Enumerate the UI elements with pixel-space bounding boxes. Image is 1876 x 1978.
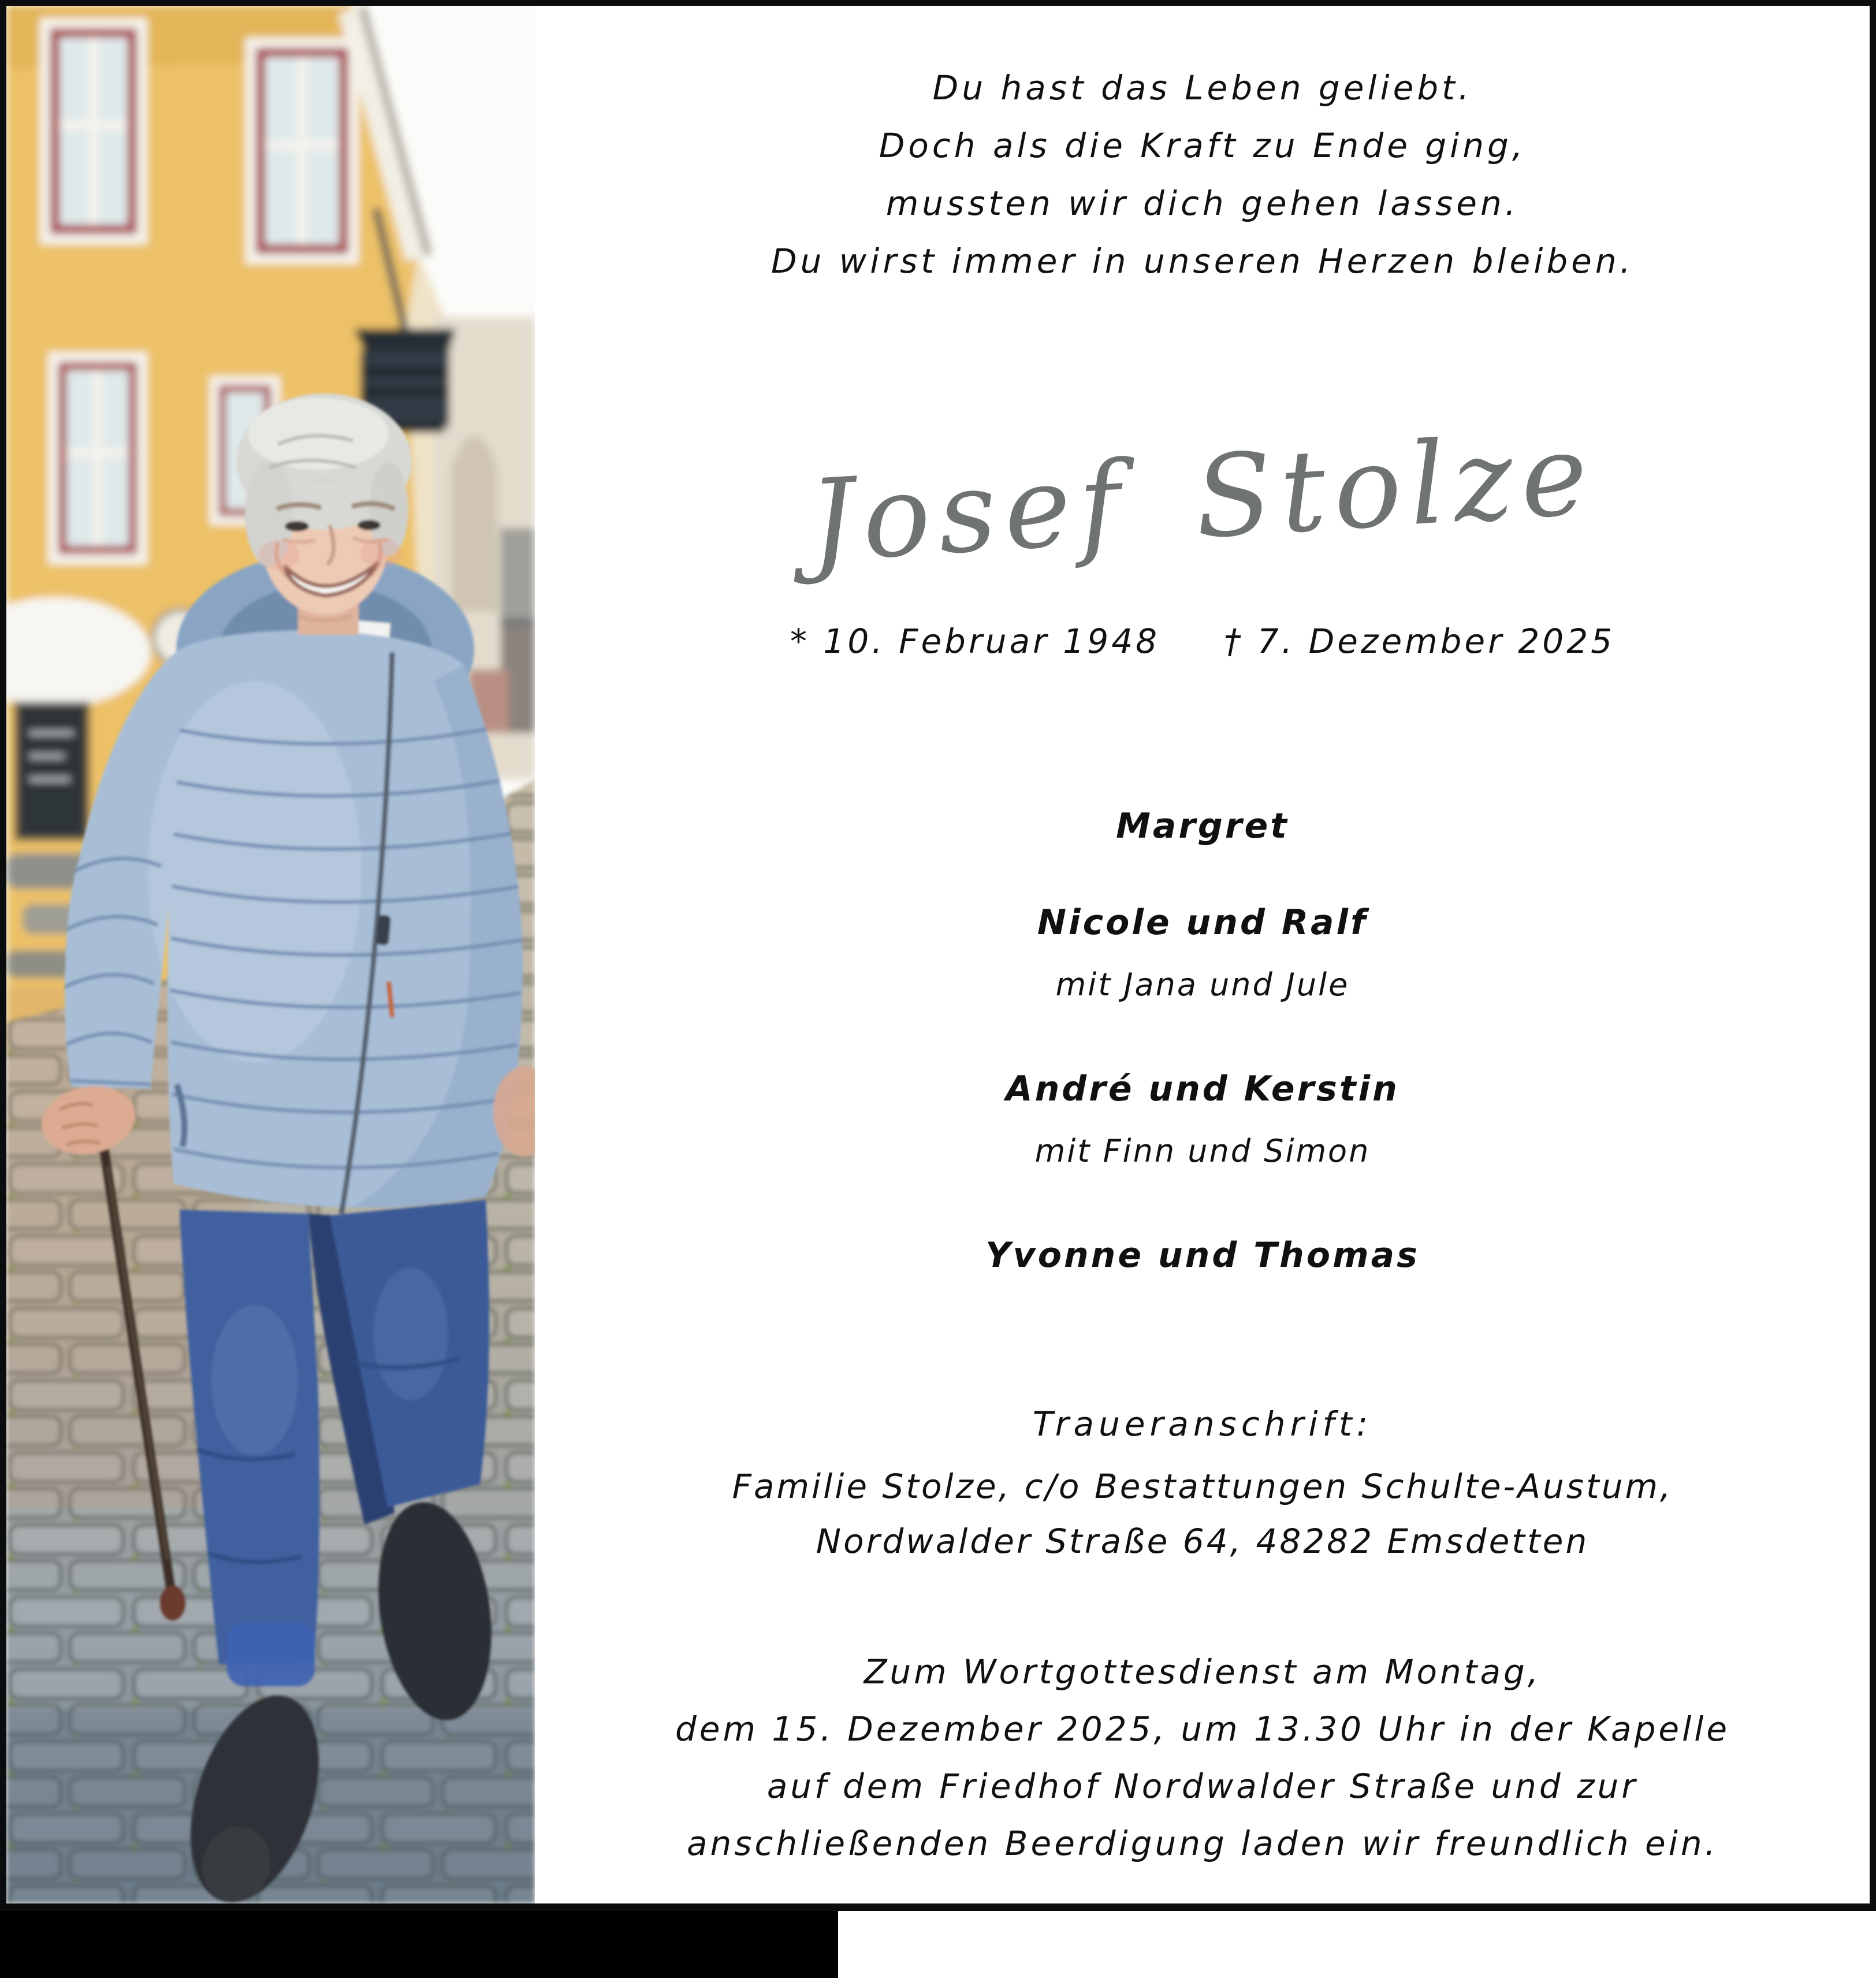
birth-date: * 10. Februar 1948 (790, 622, 1160, 661)
adjacent-clipping-black-block (0, 1911, 838, 1978)
window (245, 38, 359, 264)
mourner-name: André und Kerstin (1006, 1069, 1399, 1109)
zipper-pull (376, 914, 391, 946)
deceased-signature-name: Josef Stolze (805, 408, 1600, 588)
portrait-photo (6, 5, 535, 1903)
verse-line: Du wirst immer in unseren Herzen bleiben. (770, 241, 1635, 281)
service-line: auf dem Friedhof Nordwalder Straße und zur (766, 1767, 1639, 1806)
mourner-children: mit Finn und Simon (1034, 1133, 1371, 1169)
orange-zip-tab (389, 981, 392, 1017)
verse-line: Doch als die Kraft zu Ende ging, (879, 126, 1527, 165)
window (48, 352, 147, 564)
mourner-name: Yvonne und Thomas (985, 1235, 1420, 1276)
signature-block (535, 408, 1870, 588)
funeral-service-info (535, 1644, 1870, 1872)
memorial-verse (535, 59, 1870, 290)
mourner-children: mit Jana und Jule (1055, 966, 1350, 1003)
life-dates (535, 615, 1870, 667)
verse-line: mussten wir dich gehen lassen. (885, 184, 1520, 223)
death-date: † 7. Dezember 2025 (1224, 622, 1616, 661)
window (40, 18, 147, 244)
service-line: anschließenden Beerdigung laden wir freundlich ein. (686, 1824, 1719, 1863)
chalkboard-sign (17, 704, 87, 838)
frame-top-border (0, 0, 1876, 6)
verse-line: Du hast das Leben geliebt. (932, 68, 1473, 107)
mourner-name: Margret (1116, 806, 1289, 846)
frame-bottom-border (0, 1903, 1876, 1911)
condolence-address-heading: Traueranschrift: (1032, 1404, 1373, 1444)
frame-left-border (0, 0, 6, 1903)
mourner-name: Nicole und Ralf (1037, 902, 1368, 943)
frame-right-border (1870, 0, 1876, 1911)
service-line: dem 15. Dezember 2025, um 13.30 Uhr in der Kapelle (675, 1709, 1730, 1749)
service-line: Zum Wortgottesdienst am Montag, (863, 1652, 1542, 1691)
condolence-address-line: Familie Stolze, c/o Bestattungen Schulte-Austum, (732, 1467, 1673, 1506)
condolence-address-line: Nordwalder Straße 64, 48282 Emsdetten (816, 1522, 1590, 1561)
